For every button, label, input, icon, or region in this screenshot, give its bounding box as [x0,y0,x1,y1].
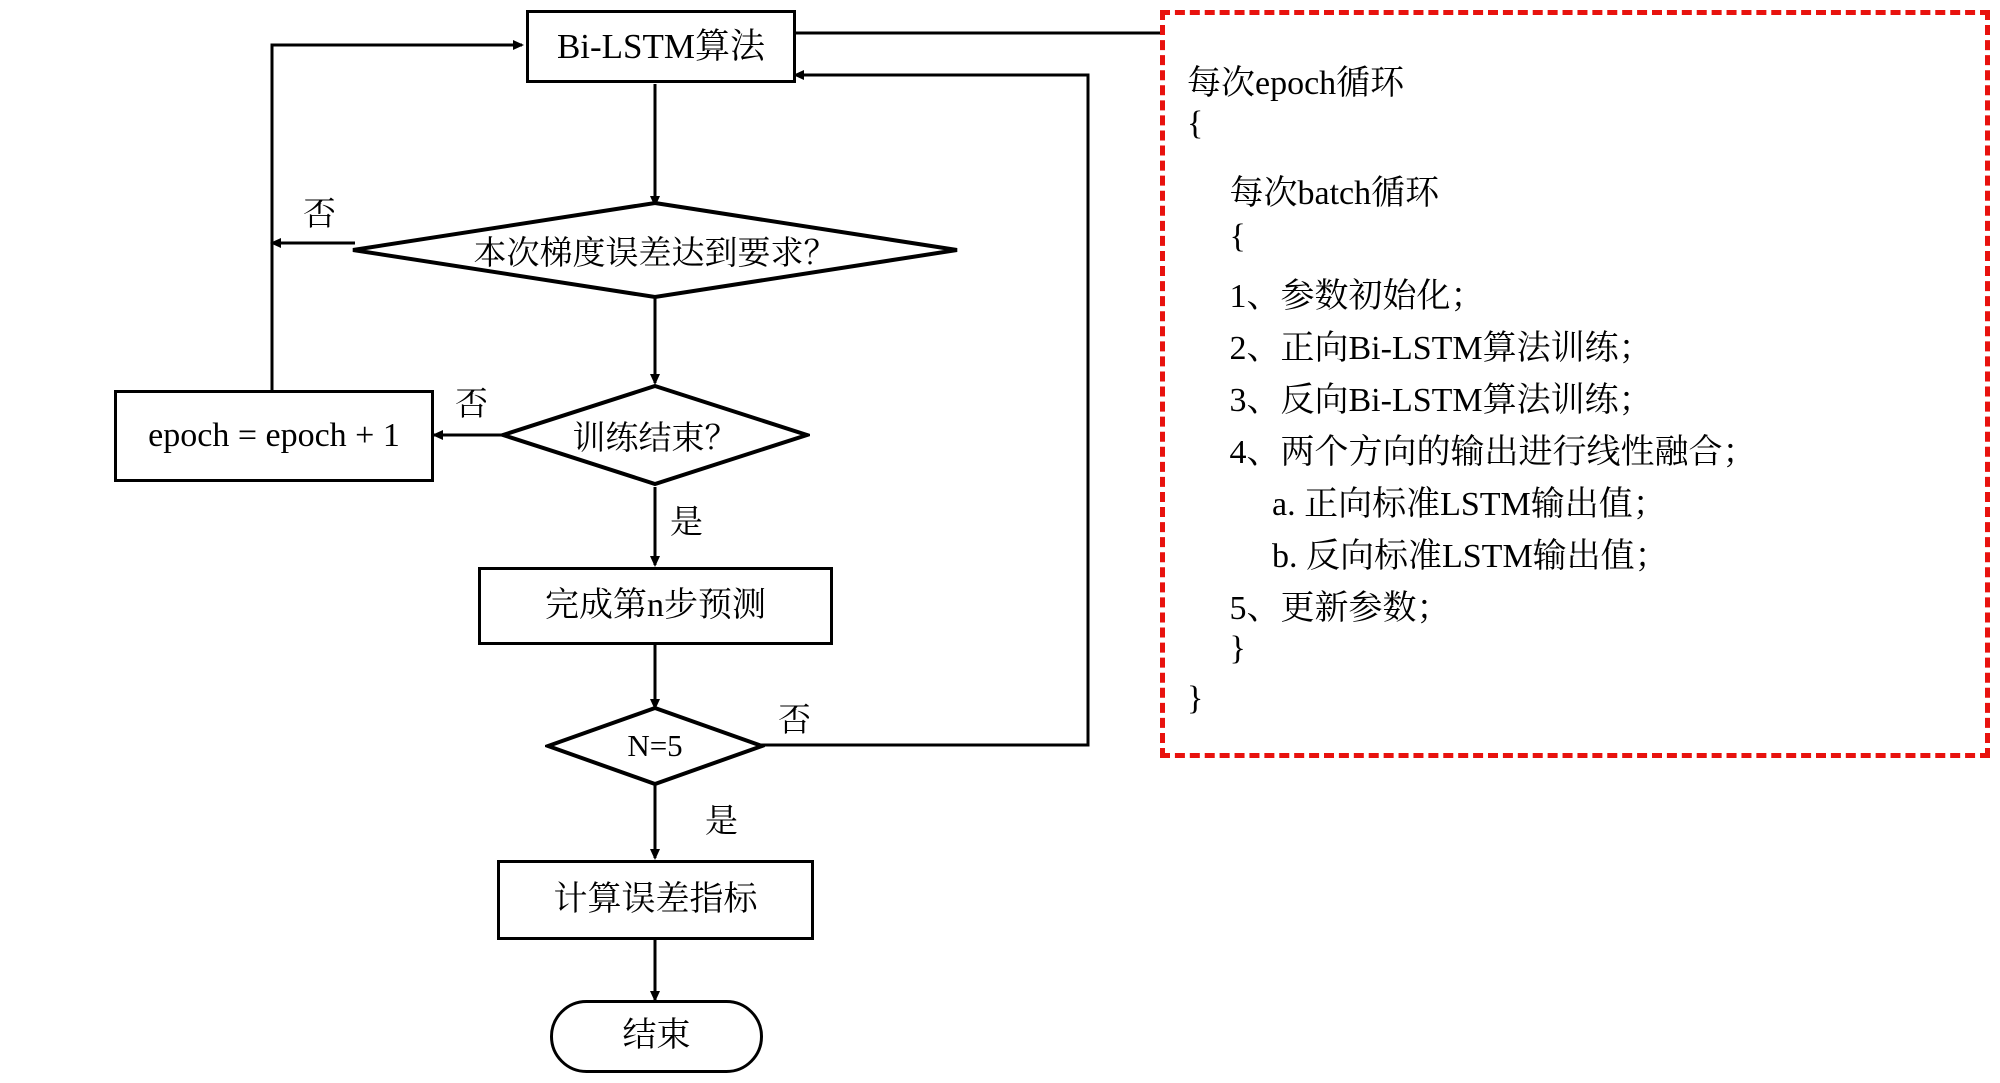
node-end-label: 结束 [622,1017,691,1055]
pseudocode-line: { [1187,218,1246,255]
node-error-metric-label: 计算误差指标 [553,880,758,918]
pseudocode-line: a. 正向标准LSTM输出值； [1187,486,1667,523]
node-n-equals-5-label: N=5 [627,728,683,763]
pseudocode-line: 每次epoch循环 [1187,65,1405,102]
pseudocode-panel [1160,10,1990,758]
pseudocode-line: 5、更新参数； [1187,590,1451,627]
edge-label-n5-no: 否 [778,703,811,739]
node-bilstm [526,10,796,83]
node-training-finished-label: 训练结束？ [572,420,738,457]
node-predict [478,567,833,645]
node-error-metric [497,860,814,940]
node-bilstm-label: Bi-LSTM算法 [556,26,766,66]
node-n-equals-5 [545,705,765,787]
pseudocode-line: { [1187,105,1204,142]
edge-label-training-no: 否 [455,387,488,423]
node-training-finished [500,383,810,487]
node-gradient-check [350,200,960,300]
pseudocode-line: } [1187,680,1204,717]
pseudocode-line: 3、反向Bi-LSTM算法训练； [1187,382,1653,419]
pseudocode-line: b. 反向标准LSTM输出值； [1187,538,1669,575]
pseudocode-line: 1、参数初始化； [1187,278,1485,315]
pseudocode-line: 每次batch循环 [1187,175,1440,212]
pseudocode-line: 2、正向Bi-LSTM算法训练； [1187,330,1653,367]
pseudocode-line: 4、两个方向的输出进行线性融合； [1187,434,1757,471]
node-epoch-increment-label: epoch = epoch + 1 [148,416,400,454]
pseudocode-line: } [1187,630,1246,667]
edge-label-training-yes: 是 [670,505,703,541]
node-epoch-increment [114,390,434,482]
edge-label-gradient-no: 否 [303,197,336,233]
node-gradient-check-label: 本次梯度误差达到要求？ [473,235,837,272]
edge-label-n5-yes: 是 [705,804,738,840]
node-end [550,1000,763,1073]
node-predict-label: 完成第n步预测 [545,586,766,624]
